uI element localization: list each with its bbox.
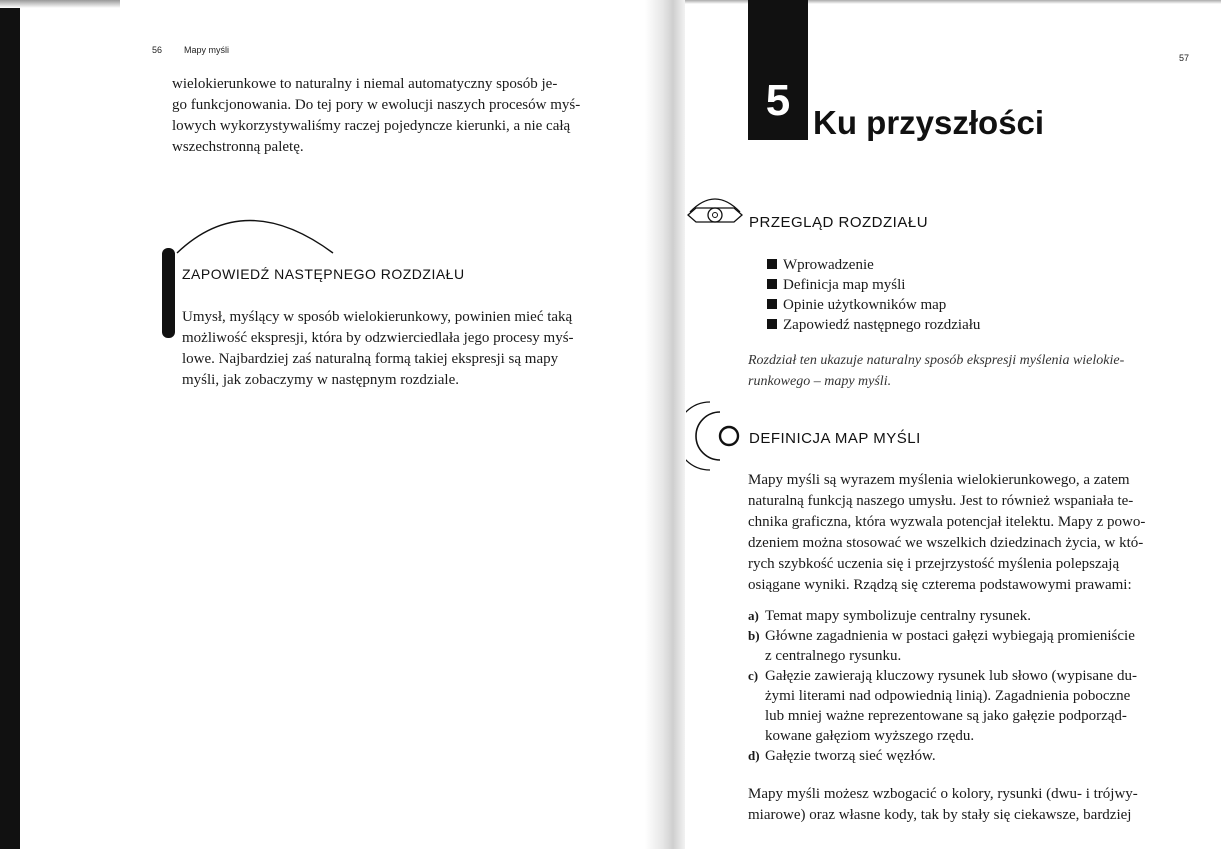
next-chapter-paragraph: Umysł, myślący w sposób wielokierunkowy, powinien mieć taką możliwość ekspresji, która by odzwierciedlała jego procesy myś- lowe. Najbardziej zaś naturalną formą takiej ekspresji są mapy myśli, jak zobaczymy w następnym rozdziale. <box>182 309 574 388</box>
overview-item: Definicja map myśli <box>767 275 980 295</box>
rule-label: a) <box>748 608 759 623</box>
overview-item: Wprowadzenie <box>767 255 980 275</box>
square-bullet-icon <box>767 259 777 269</box>
scan-shadow-top-left <box>0 0 120 8</box>
left-intro-paragraph: wielokierunkowe to naturalny i niemal automatyczny sposób je- go funkcjonowania. Do tej pory w ewolucji naszych procesów myś- lowych wykorzystywaliśmy raczej pojedyncze kierunki, a nie całą wszechstronną paletę. <box>172 76 581 155</box>
square-bullet-icon <box>767 279 777 289</box>
next-chapter-title: ZAPOWIEDŹ NASTĘPNEGO ROZDZIAŁU <box>182 266 465 282</box>
rule-item: a) Temat mapy symbolizuje centralny rysunek. <box>748 608 1031 624</box>
overview-title: PRZEGLĄD ROZDZIAŁU <box>749 214 929 231</box>
rules-list <box>748 606 1162 766</box>
book-gutter <box>645 0 685 849</box>
closing-paragraph: Mapy myśli możesz wzbogacić o kolory, rysunki (dwu- i trójwy- miarowe) oraz własne kody, tak by stały się ciekawsze, bardziej <box>748 786 1138 823</box>
left-page-number: 56 <box>152 45 163 55</box>
definition-paragraph: Mapy myśli są wyrazem myślenia wielokierunkowego, a zatem naturalną funkcją naszego umysłu. Jest to również wspaniała te- chnika graficzna, która wyzwala potencjał itelektu. Mapy z powo- dzeniem można stosować we wszelkich dziedzinach życia, w któ- rych szybkość uczenia się i przejrzystość myślenia polepszają osiągane wyniki. Rządzą się czterema podstawowymi prawami: <box>748 472 1146 593</box>
overview-list <box>767 255 980 335</box>
overview-item: Opinie użytkowników map <box>767 295 980 315</box>
rule-item: c) Gałęzie zawierają kluczowy rysunek lub słowo (wypisane du- żymi literami nad odpowiednią linią). Zagadnienia poboczne lub mniej ważne reprezentowane są jako gałęzie podporząd- kowane gałęziom wyższego rzędu. <box>748 668 1137 744</box>
overview-item: Zapowiedź następnego rozdziału <box>767 315 980 335</box>
left-running-head: Mapy myśli <box>184 45 230 55</box>
chapter-title: Ku przyszłości <box>813 104 1045 141</box>
target-icon <box>686 400 746 472</box>
chapter-number-box: 5 <box>748 0 808 140</box>
square-bullet-icon <box>767 319 777 329</box>
rule-label: c) <box>748 668 759 683</box>
scan-edge-left <box>0 0 20 849</box>
arc-line <box>177 221 333 254</box>
right-page-number: 57 <box>1179 53 1190 63</box>
rule-item: b) Główne zagadnienia w postaci gałęzi wybiegają promieniście z centralnego rysunku. <box>748 628 1135 664</box>
eye-icon <box>686 188 744 224</box>
rule-item: d) Gałęzie tworzą sieć węzłów. <box>748 748 936 764</box>
overview-description: Rozdział ten ukazuje naturalny sposób ekspresji myślenia wielokie- runkowego – mapy myśli. <box>748 353 1125 389</box>
square-bullet-icon <box>767 299 777 309</box>
definition-title: DEFINICJA MAP MYŚLI <box>749 430 921 447</box>
rule-label: b) <box>748 628 760 643</box>
arc-left-bar <box>162 248 175 338</box>
rule-label: d) <box>748 748 760 763</box>
